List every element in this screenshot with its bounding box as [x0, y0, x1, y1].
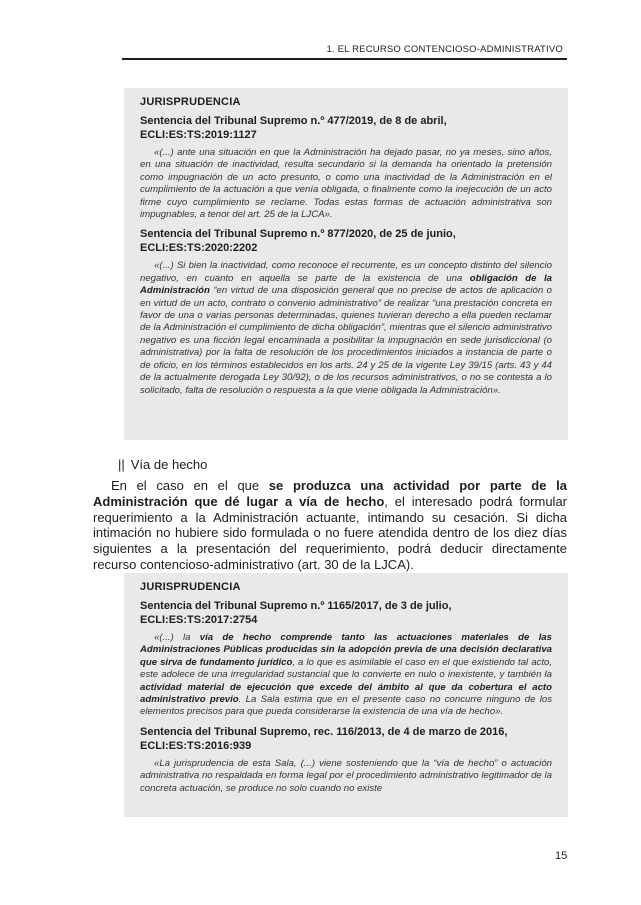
page-number: 15 — [555, 850, 568, 862]
case-citation — [140, 227, 552, 255]
case-citation — [140, 114, 552, 142]
case-citation — [140, 725, 552, 753]
quote-emphasis: vía de hecho comprende tanto las actuaciones materiales de las Administraciones Públicas producidas sin la adopción previa de una decisión declarativa que sirva de fundamento jurídico — [140, 632, 552, 668]
running-header: 1. EL RECURSO CONTENCIOSO-ADMINISTRATIVO — [326, 44, 563, 55]
jurisprudence-box-1 — [124, 88, 568, 440]
case-citation — [140, 599, 552, 627]
quote-text: . La Sala estima que en el presente caso no concurre ninguno de los elementos precisos para que pueda considerarse la existencia de una vía de hecho». — [140, 694, 552, 718]
section-marker: || — [118, 457, 125, 472]
case-ecli: ECLI:ES:TS:2020:2202 — [140, 242, 258, 255]
case-quote: «La jurisprudencia de esta Sala, (...) viene sosteniendo que la “vía de hecho” o actuación administrativa no respaldada en forma legal por el procedimiento administrativo legitimador de la concreta actuación, se produce no solo cuando no existe — [140, 757, 552, 794]
case-quote — [140, 632, 552, 719]
case-quote — [140, 260, 552, 396]
quote-text: «(...) Si bien la inactividad, como reconoce el recurrente, es un concepto distinto del silencio negativo, en cuanto en aquella se parte de la existencia de una — [140, 260, 552, 284]
paragraph-emphasis: se produzca una actividad por parte de la Administración que dé lugar a vía de hecho — [93, 478, 568, 509]
box-title: JURISPRUDENCIA — [140, 581, 241, 593]
paragraph-text: , el interesado podrá formular requerimiento a la Administración actuante, intimando su cesación. Si dicha intimación no hubiere sido formulada o no fuere atendida dentro de los diez días siguientes a la presentación del requerimiento, podrá deducir directamente recurso contencioso-administrativo (art. 30 de la LJCA). — [93, 493, 568, 572]
body-paragraph — [93, 478, 567, 573]
section-heading — [118, 457, 207, 472]
case-quote: «(...) ante una situación en que la Administración ha dejado pasar, no ya meses, sino años, en una situación de inactividad, resulta secundario si la demanda ha orientado la pretensión como impugnación de un acto presunto, o como una inactividad de la Administración en el cumplimiento de la actuación a que venía obligada, o finalmente como la inejecución de un acto firme cuyo cumplimiento se reclame. Todas estas formas de actuación administrativa son impugnables, a tenor del art. 25 de la LJCA». — [140, 147, 552, 221]
case-ecli: ECLI:ES:TS:2017:2754 — [140, 614, 258, 626]
case-citation-line: Sentencia del Tribunal Supremo n.º 877/2020, de 25 de junio, — [140, 228, 456, 241]
case-ecli: ECLI:ES:TS:2019:1127 — [140, 129, 257, 141]
quote-text: , a lo que es asimilable el caso en el que existiendo tal acto, este adolece de una irregularidad sustancial que lo convierte en nulo o inexistente, y también la — [140, 656, 552, 681]
quote-text: “en virtud de una disposición general que no precise de actos de aplicación o en virtud de un acto, contrato o convenio administrativo” de realizar “una prestación concreta en favor de una o varias personas determinadas, quienes tuvieran derecho a ella pueden reclamar de la Administración el cumplimiento de dicha obligación”, mientras que el silencio administrativo negativo es una ficción legal encaminada a posibilitar la impugnación en sede jurisdiccional (o administrativa) por la falta de resolución de los procedimientos iniciados a instancia de parte o de oficio, en los términos establecidos en los arts. 24 y 25 de la vigente Ley 39/15 (arts. 43 y 44 de la actualmente derogada Ley 30/92), o de los recursos administrativos, o no se contesta a lo solicitado, falta de resolución o respuesta a la que viene obligada la Administración». — [140, 285, 552, 396]
case-ecli: ECLI:ES:TS:2016:939 — [140, 739, 252, 752]
case-citation-line: Sentencia del Tribunal Supremo, rec. 116/2013, de 4 de marzo de 2016, — [140, 725, 508, 738]
case-citation-line: Sentencia del Tribunal Supremo n.º 477/2019, de 8 de abril, — [140, 115, 447, 127]
jurisprudence-box-2 — [124, 573, 568, 817]
quote-emphasis: obligación de la Administración — [140, 272, 552, 297]
quote-emphasis: actividad material de ejecución que excede del ámbito al que da cobertura el acto administrativo previo — [140, 681, 552, 706]
box-title: JURISPRUDENCIA — [140, 96, 241, 108]
section-title: Vía de hecho — [130, 457, 208, 472]
header-rule — [122, 58, 567, 60]
quote-text: «(...) la — [154, 632, 200, 643]
case-citation-line: Sentencia del Tribunal Supremo n.º 1165/2017, de 3 de julio, — [140, 600, 452, 612]
paragraph-text: En el caso en el que — [111, 478, 269, 493]
